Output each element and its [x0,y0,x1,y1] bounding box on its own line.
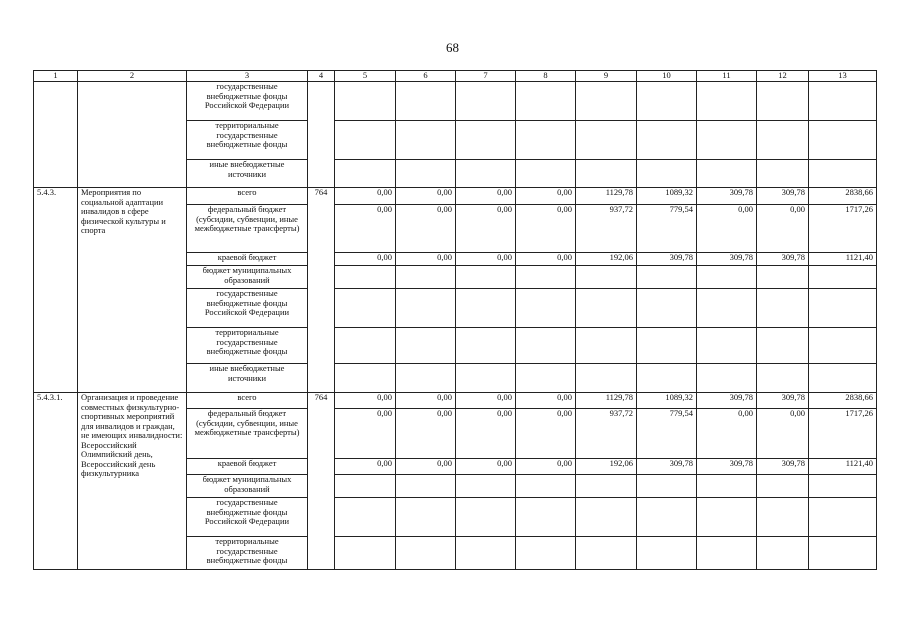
measure-name: Мероприятия по социальной адаптации инвалидов в сфере физической культуры и спорта [78,188,187,393]
table-body [34,71,877,570]
value-cell [757,82,809,121]
table-row [34,188,877,205]
value-cell: 309,78 [757,253,809,266]
value-cell: 2838,66 [809,188,877,205]
value-cell [335,160,396,188]
value-cell: 0,00 [396,205,456,253]
value-cell [456,160,516,188]
value-cell: 937,72 [576,409,637,459]
column-header: 12 [757,71,809,82]
value-cell: 1089,32 [637,393,697,409]
value-cell [335,289,396,328]
value-cell: 1129,78 [576,188,637,205]
value-cell [637,364,697,393]
value-cell [697,537,757,570]
value-cell: 0,00 [335,253,396,266]
value-cell: 309,78 [697,188,757,205]
value-cell [576,328,637,364]
value-cell: 309,78 [697,459,757,475]
value-cell [335,82,396,121]
table-row [34,393,877,409]
measure-name: Организация и проведение совместных физкультурно-спортивных мероприятий для инвалидов и граждан, не имеющих инвалидности: Всероссийский Олимпийский день, Всероссийский день физкультурника [78,393,187,570]
value-cell [757,328,809,364]
column-header: 7 [456,71,516,82]
value-cell [576,266,637,289]
value-cell [809,328,877,364]
value-cell [516,121,576,160]
value-cell [456,121,516,160]
column-header: 6 [396,71,456,82]
value-cell [516,266,576,289]
funding-source: бюджет муниципальных образований [187,266,308,289]
value-cell [697,475,757,498]
funding-source: иные внебюджетные источники [187,160,308,188]
value-cell [697,82,757,121]
value-cell [576,121,637,160]
funding-source: всего [187,188,308,205]
value-cell: 0,00 [396,409,456,459]
funding-source: иные внебюджетные источники [187,364,308,393]
value-cell [576,364,637,393]
value-cell [516,498,576,537]
column-header: 10 [637,71,697,82]
value-cell: 0,00 [396,188,456,205]
value-cell [576,160,637,188]
value-cell [456,328,516,364]
value-cell [576,82,637,121]
value-cell [516,537,576,570]
value-cell: 309,78 [697,253,757,266]
value-cell [516,364,576,393]
value-cell: 0,00 [697,205,757,253]
value-cell [396,266,456,289]
value-cell [637,498,697,537]
value-cell [456,266,516,289]
value-cell: 0,00 [757,205,809,253]
value-cell: 0,00 [516,253,576,266]
funding-source: государственные внебюджетные фонды Российской Федерации [187,498,308,537]
continuation-row [34,82,877,121]
value-cell: 0,00 [757,409,809,459]
value-cell [757,160,809,188]
value-cell [637,160,697,188]
funding-source: государственные внебюджетные фонды Российской Федерации [187,289,308,328]
value-cell: 0,00 [456,393,516,409]
value-cell [809,82,877,121]
value-cell: 1717,26 [809,409,877,459]
value-cell: 0,00 [396,393,456,409]
funding-source: федеральный бюджет (субсидии, субвенции, иные межбюджетные трансферты) [187,409,308,459]
value-cell: 0,00 [516,393,576,409]
value-cell: 0,00 [335,188,396,205]
column-header: 5 [335,71,396,82]
value-cell [757,537,809,570]
value-cell: 1717,26 [809,205,877,253]
value-cell [809,289,877,328]
value-cell [396,498,456,537]
column-header: 13 [809,71,877,82]
value-cell [576,289,637,328]
funding-source: бюджет муниципальных образований [187,475,308,498]
value-cell [456,537,516,570]
value-cell [335,328,396,364]
value-cell [335,121,396,160]
value-cell [809,121,877,160]
value-cell [697,289,757,328]
value-cell: 0,00 [335,205,396,253]
value-cell: 1121,40 [809,459,877,475]
column-header-row [34,71,877,82]
value-cell: 779,54 [637,205,697,253]
value-cell: 1129,78 [576,393,637,409]
value-cell [697,498,757,537]
value-cell [456,289,516,328]
value-cell [335,266,396,289]
funding-source: территориальные государственные внебюджетные фонды [187,328,308,364]
value-cell [335,475,396,498]
page-number: 68 [446,40,459,55]
value-cell [809,266,877,289]
value-cell [809,160,877,188]
value-cell [516,328,576,364]
value-cell: 0,00 [396,253,456,266]
grbs-code: 764 [308,188,335,393]
value-cell [757,266,809,289]
value-cell: 0,00 [456,205,516,253]
value-cell [456,364,516,393]
value-cell [335,498,396,537]
funding-source: территориальные государственные внебюджетные фонды [187,537,308,570]
value-cell [396,289,456,328]
value-cell [516,160,576,188]
value-cell: 0,00 [516,188,576,205]
column-header: 8 [516,71,576,82]
value-cell [335,364,396,393]
value-cell [456,82,516,121]
value-cell: 0,00 [516,409,576,459]
value-cell [637,266,697,289]
value-cell [637,121,697,160]
funding-source: государственные внебюджетные фонды Российской Федерации [187,82,308,121]
value-cell [335,537,396,570]
column-header: 4 [308,71,335,82]
measure-code [34,82,78,188]
funding-source: краевой бюджет [187,459,308,475]
value-cell: 309,78 [757,459,809,475]
value-cell [697,266,757,289]
value-cell [396,160,456,188]
column-header: 11 [697,71,757,82]
column-header: 3 [187,71,308,82]
value-cell [809,364,877,393]
value-cell [576,475,637,498]
value-cell [396,121,456,160]
value-cell [637,289,697,328]
column-header: 2 [78,71,187,82]
value-cell: 192,06 [576,459,637,475]
value-cell: 0,00 [456,409,516,459]
value-cell [697,364,757,393]
value-cell: 2838,66 [809,393,877,409]
grbs-code: 764 [308,393,335,570]
value-cell [637,537,697,570]
value-cell [637,328,697,364]
value-cell: 0,00 [697,409,757,459]
column-header: 9 [576,71,637,82]
value-cell [637,475,697,498]
grbs-code [308,82,335,188]
value-cell: 0,00 [456,188,516,205]
funding-source: федеральный бюджет (субсидии, субвенции, иные межбюджетные трансферты) [187,205,308,253]
value-cell: 309,78 [637,253,697,266]
value-cell [396,364,456,393]
value-cell [396,537,456,570]
value-cell: 0,00 [335,459,396,475]
funding-source: всего [187,393,308,409]
measure-code: 5.4.3. [34,188,78,393]
value-cell: 1089,32 [637,188,697,205]
value-cell [697,160,757,188]
value-cell: 0,00 [396,459,456,475]
value-cell [697,328,757,364]
value-cell [757,364,809,393]
value-cell [809,537,877,570]
funding-source: краевой бюджет [187,253,308,266]
value-cell: 937,72 [576,205,637,253]
value-cell [456,475,516,498]
value-cell [576,537,637,570]
value-cell: 309,78 [757,188,809,205]
value-cell [516,82,576,121]
value-cell [576,498,637,537]
value-cell [516,289,576,328]
value-cell: 309,78 [637,459,697,475]
value-cell: 0,00 [456,253,516,266]
value-cell: 0,00 [516,205,576,253]
column-header: 1 [34,71,78,82]
funding-source: территориальные государственные внебюджетные фонды [187,121,308,160]
value-cell [697,121,757,160]
value-cell: 0,00 [335,393,396,409]
value-cell [757,289,809,328]
value-cell [516,475,576,498]
value-cell: 0,00 [516,459,576,475]
value-cell: 1121,40 [809,253,877,266]
measure-code: 5.4.3.1. [34,393,78,570]
value-cell [396,475,456,498]
value-cell [809,475,877,498]
value-cell [396,82,456,121]
value-cell [757,121,809,160]
value-cell [396,328,456,364]
value-cell [456,498,516,537]
value-cell: 309,78 [697,393,757,409]
value-cell: 0,00 [456,459,516,475]
value-cell [637,82,697,121]
value-cell: 192,06 [576,253,637,266]
value-cell [757,475,809,498]
value-cell [757,498,809,537]
measure-name [78,82,187,188]
value-cell: 0,00 [335,409,396,459]
value-cell: 779,54 [637,409,697,459]
value-cell [809,498,877,537]
value-cell: 309,78 [757,393,809,409]
budget-table [33,70,877,570]
